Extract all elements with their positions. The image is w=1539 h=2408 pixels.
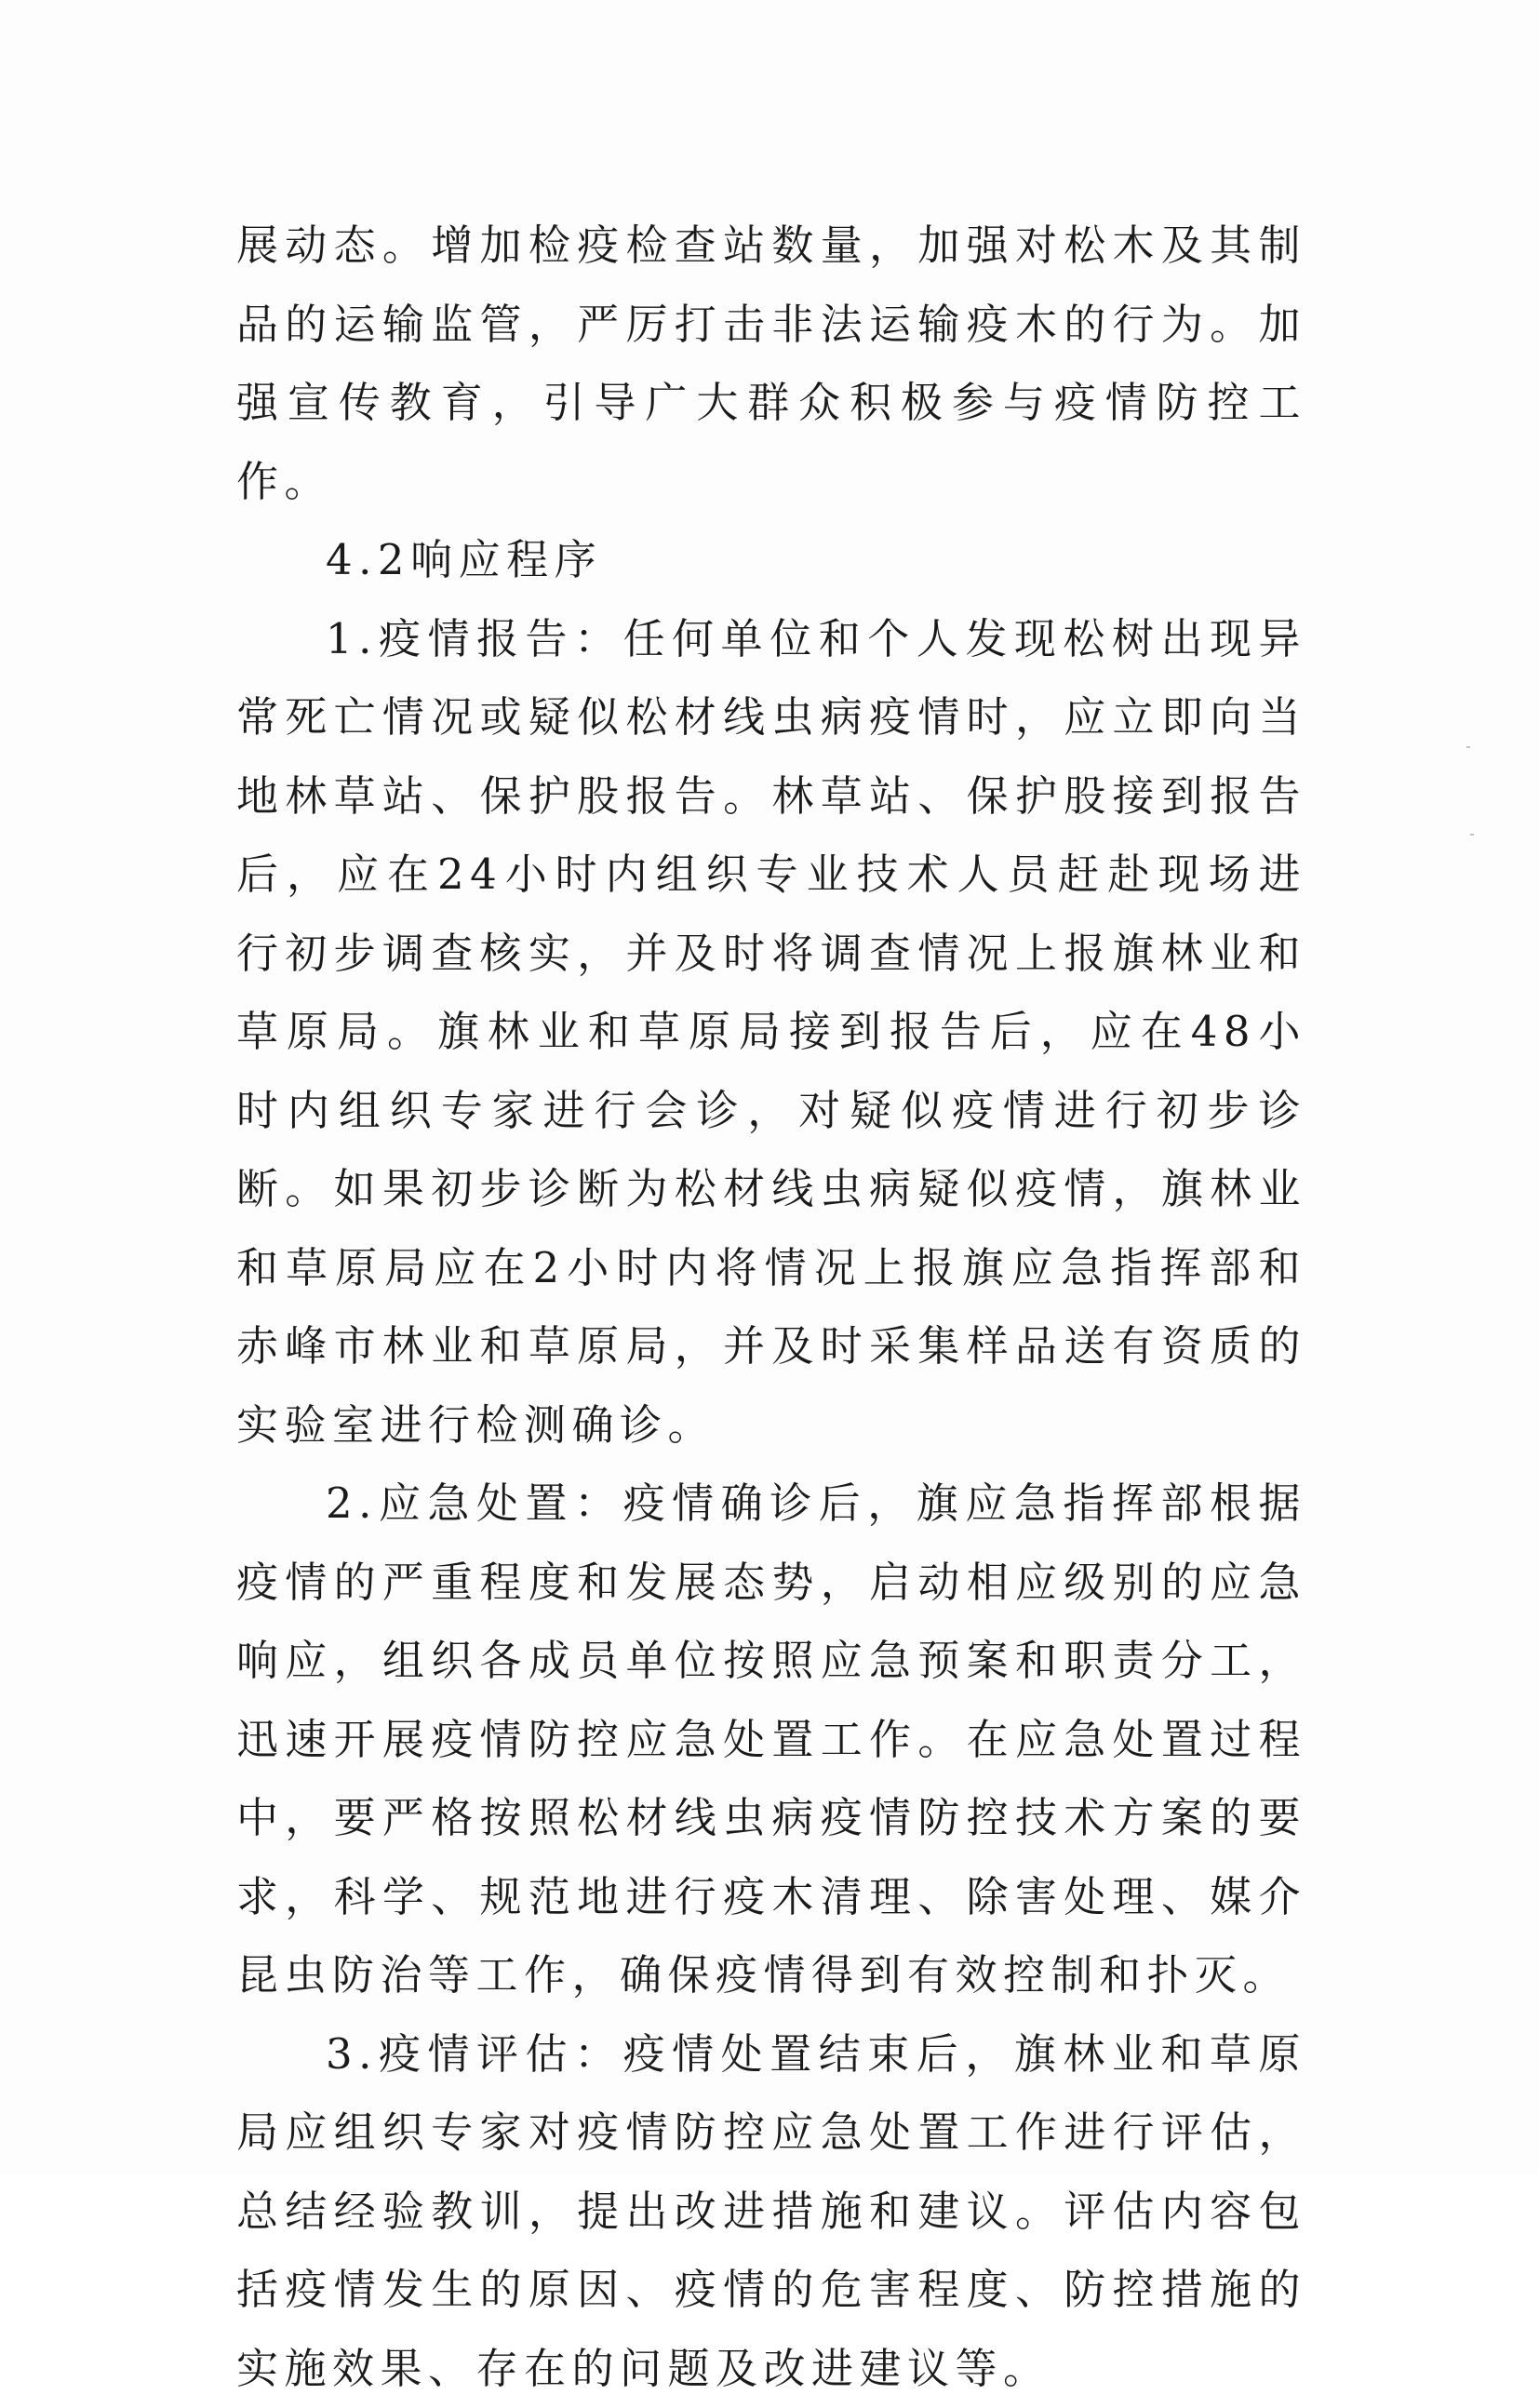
paragraph-continuation: 展动态。增加检疫检查站数量，加强对松木及其制品的运输监管，严厉打击非法运输疫木的行为。加强宣传教育，引导广大群众积极参与疫情防控工作。 bbox=[236, 207, 1306, 521]
section-heading: 4.2响应程序 bbox=[236, 521, 1306, 600]
paragraph-emergency-response: 2.应急处置：疫情确诊后，旗应急指挥部根据疫情的严重程度和发展态势，启动相应级别的应急响应，组织各成员单位按照应急预案和职责分工，迅速开展疫情防控应急处置工作。在应急处置过程中，要严格按照松材线虫病疫情防控技术方案的要求，科学、规范地进行疫木清理、除害处理、媒介昆虫防治等工作，确保疫情得到有效控制和扑灭。 bbox=[236, 1465, 1306, 2015]
paragraph-epidemic-assessment: 3.疫情评估：疫情处置结束后，旗林业和草原局应组织专家对疫情防控应急处置工作进行评估，总结经验教训，提出改进措施和建议。评估内容包括疫情发生的原因、疫情的危害程度、防控措施的实施效果、存在的问题及改进建议等。 bbox=[236, 2015, 1306, 2408]
paragraph-epidemic-report: 1.疫情报告：任何单位和个人发现松树出现异常死亡情况或疑似松材线虫病疫情时，应立即向当地林草站、保护股报告。林草站、保护股接到报告后，应在24小时内组织专业技术人员赶赴现场进行初步调查核实，并及时将调查情况上报旗林业和草原局。旗林业和草原局接到报告后，应在48小时内组织专家进行会诊，对疑似疫情进行初步诊断。如果初步诊断为松材线虫病疑似疫情，旗林业和草原局应在2小时内将情况上报旗应急指挥部和赤峰市林业和草原局，并及时采集样品送有资质的实验室进行检测确诊。 bbox=[236, 600, 1306, 1465]
document-body bbox=[236, 207, 1306, 2408]
scan-speck bbox=[1470, 834, 1474, 836]
scan-speck bbox=[1466, 746, 1470, 748]
